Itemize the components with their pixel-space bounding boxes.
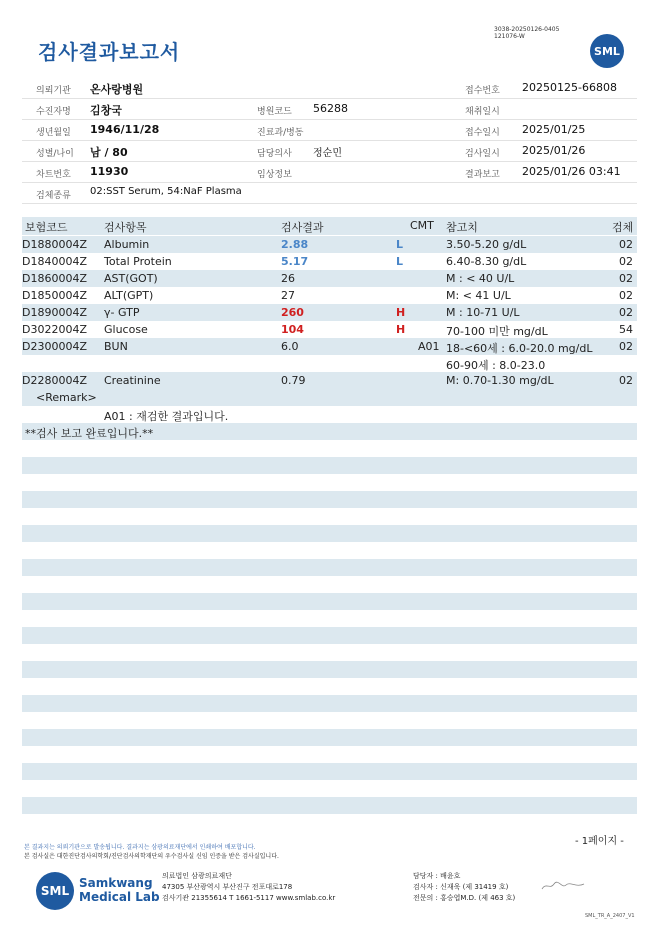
table-row bbox=[22, 253, 637, 270]
cell-specimen: 02 bbox=[619, 374, 633, 387]
empty-row-stripe bbox=[22, 525, 637, 542]
cell-flag: H bbox=[396, 323, 406, 336]
empty-row-stripe bbox=[22, 729, 637, 746]
table-row bbox=[22, 321, 637, 338]
info-row-3: 생년월일 1946/11/28 진료과/병동 접수일시 2025/01/25 bbox=[22, 120, 637, 141]
cell-result: 260 bbox=[281, 306, 304, 319]
empty-row-stripe bbox=[22, 627, 637, 644]
cell-ref: 3.50-5.20 g/dL bbox=[446, 238, 527, 251]
table-row bbox=[22, 236, 637, 253]
cell-specimen: 02 bbox=[619, 255, 633, 268]
specimen-type: 02:SST Serum, 54:NaF Plasma bbox=[90, 186, 242, 197]
info-row-1: 의뢰기관 온사랑병원 접수번호 20250125-66808 bbox=[22, 78, 637, 99]
info-row-6: 검체종류 02:SST Serum, 54:NaF Plasma bbox=[22, 183, 637, 204]
remark-label: <Remark> bbox=[36, 391, 97, 404]
hospital-code: 56288 bbox=[313, 102, 348, 115]
cell-item: Creatinine bbox=[104, 374, 161, 387]
requester: 온사랑병원 bbox=[90, 83, 144, 96]
cell-code: D2280004Z bbox=[22, 374, 87, 387]
cell-flag: H bbox=[396, 306, 406, 319]
sml-logo-icon: SML bbox=[590, 34, 624, 68]
remark-row bbox=[22, 389, 637, 406]
cell-ref: 60-90세 : 8.0-23.0 bbox=[446, 359, 546, 372]
cell-item: ALT(GPT) bbox=[104, 289, 154, 302]
signature-icon bbox=[540, 880, 586, 892]
results-table-header: 보험코드 검사항목 검사결과 CMT 참고치 검체 bbox=[22, 217, 637, 235]
test-date: 2025/01/26 bbox=[522, 144, 586, 157]
staff-info: 담당자 : 배윤호 검사자 : 신재욱 (제 31419 호) 전문의 : 홍승엽M.D. (제 463 호) bbox=[413, 872, 516, 902]
info-row-5: 차트번호 11930 임상정보 결과보고 2025/01/26 03:41 bbox=[22, 162, 637, 183]
receipt-no: 20250125-66808 bbox=[522, 81, 617, 94]
empty-row-stripe bbox=[22, 797, 637, 814]
cell-ref: 6.40-8.30 g/dL bbox=[446, 255, 527, 268]
empty-row-stripe bbox=[22, 661, 637, 678]
remark-text: A01 : 재검한 결과입니다. bbox=[104, 410, 229, 423]
sex-age: 남 / 80 bbox=[90, 146, 128, 159]
info-row-4: 성별/나이 남 / 80 담당의사 정순민 검사일시 2025/01/26 bbox=[22, 141, 637, 162]
empty-row-stripe bbox=[22, 457, 637, 474]
cell-specimen: 02 bbox=[619, 306, 633, 319]
cell-ref: M: 0.70-1.30 mg/dL bbox=[446, 374, 554, 387]
cell-code: D3022004Z bbox=[22, 323, 87, 336]
page-title: 검사결과보고서 bbox=[38, 40, 181, 64]
cell-code: D1840004Z bbox=[22, 255, 87, 268]
table-row bbox=[22, 287, 637, 304]
empty-row-stripe bbox=[22, 695, 637, 712]
cell-result: 0.79 bbox=[281, 374, 306, 387]
cell-cmt: A01 bbox=[418, 340, 440, 353]
empty-row-stripe bbox=[22, 491, 637, 508]
cell-ref: M : 10-71 U/L bbox=[446, 306, 520, 319]
patient-name: 김창국 bbox=[90, 104, 122, 117]
report-date: 2025/01/26 03:41 bbox=[522, 165, 621, 178]
cell-result: 5.17 bbox=[281, 255, 309, 268]
company-logo-text: Samkwang Medical Lab bbox=[79, 876, 160, 904]
empty-row-stripe bbox=[22, 763, 637, 780]
cell-specimen: 02 bbox=[619, 340, 633, 353]
table-row bbox=[22, 372, 637, 389]
receipt-date: 2025/01/25 bbox=[522, 123, 586, 136]
birth-date: 1946/11/28 bbox=[90, 123, 160, 136]
complete-row bbox=[22, 423, 637, 440]
cell-item: γ- GTP bbox=[104, 306, 140, 319]
cell-specimen: 02 bbox=[619, 289, 633, 302]
notice-line-2: 본 검사실은 대한진단검사의학회/진단검사의학재단의 우수검사실 신임 인증을 받은 검사실입니다. bbox=[24, 853, 279, 860]
remark-text-row bbox=[22, 406, 637, 423]
cell-result: 2.88 bbox=[281, 238, 309, 251]
document-id: 3038-20250126-0405 121076-W bbox=[494, 26, 560, 40]
cell-result: 26 bbox=[281, 272, 295, 285]
cell-code: D2300004Z bbox=[22, 340, 87, 353]
table-row bbox=[22, 270, 637, 287]
page-number: - 1페이지 - bbox=[575, 836, 624, 847]
cell-item: BUN bbox=[104, 340, 128, 353]
cell-code: D1850004Z bbox=[22, 289, 87, 302]
cell-specimen: 54 bbox=[619, 323, 633, 336]
info-row-2: 수진자명 김창국 병원코드 56288 채취일시 bbox=[22, 99, 637, 120]
table-row bbox=[22, 338, 637, 355]
cell-item: Total Protein bbox=[104, 255, 172, 268]
chart-no: 11930 bbox=[90, 165, 129, 178]
cell-code: D1890004Z bbox=[22, 306, 87, 319]
table-row bbox=[22, 355, 637, 372]
report-complete-text: **검사 보고 완료입니다.** bbox=[25, 427, 154, 440]
doctor-name: 정순민 bbox=[313, 148, 342, 159]
cell-result: 104 bbox=[281, 323, 304, 336]
cell-ref: 70-100 미만 mg/dL bbox=[446, 325, 548, 338]
organization-info: 의료법인 삼광의료재단 47305 부산광역시 부산진구 전포대로178 검사기관 21355614 T 1661-5117 www.smlab.co.kr bbox=[162, 872, 336, 902]
cell-item: AST(GOT) bbox=[104, 272, 158, 285]
cell-specimen: 02 bbox=[619, 238, 633, 251]
cell-code: D1880004Z bbox=[22, 238, 87, 251]
sml-footer-logo-icon: SML bbox=[36, 872, 74, 910]
cell-ref: M: < 41 U/L bbox=[446, 289, 511, 302]
empty-row-stripe bbox=[22, 559, 637, 576]
empty-row-stripe bbox=[22, 593, 637, 610]
cell-flag: L bbox=[396, 255, 404, 268]
cell-ref: 18-<60세 : 6.0-20.0 mg/dL bbox=[446, 342, 593, 355]
cell-result: 27 bbox=[281, 289, 295, 302]
notice-line-1: 본 결과지는 의뢰기관으로 발송됩니다. 결과지는 삼광의료재단에서 인쇄하여 배포합니다. bbox=[24, 844, 256, 851]
cell-flag: L bbox=[396, 238, 404, 251]
cell-code: D1860004Z bbox=[22, 272, 87, 285]
table-row bbox=[22, 304, 637, 321]
cell-specimen: 02 bbox=[619, 272, 633, 285]
cell-item: Albumin bbox=[104, 238, 150, 251]
cell-item: Glucose bbox=[104, 323, 148, 336]
cell-result: 6.0 bbox=[281, 340, 299, 353]
cell-ref: M : < 40 U/L bbox=[446, 272, 515, 285]
form-code: SML_TR_A_2407_V1 bbox=[585, 913, 635, 919]
